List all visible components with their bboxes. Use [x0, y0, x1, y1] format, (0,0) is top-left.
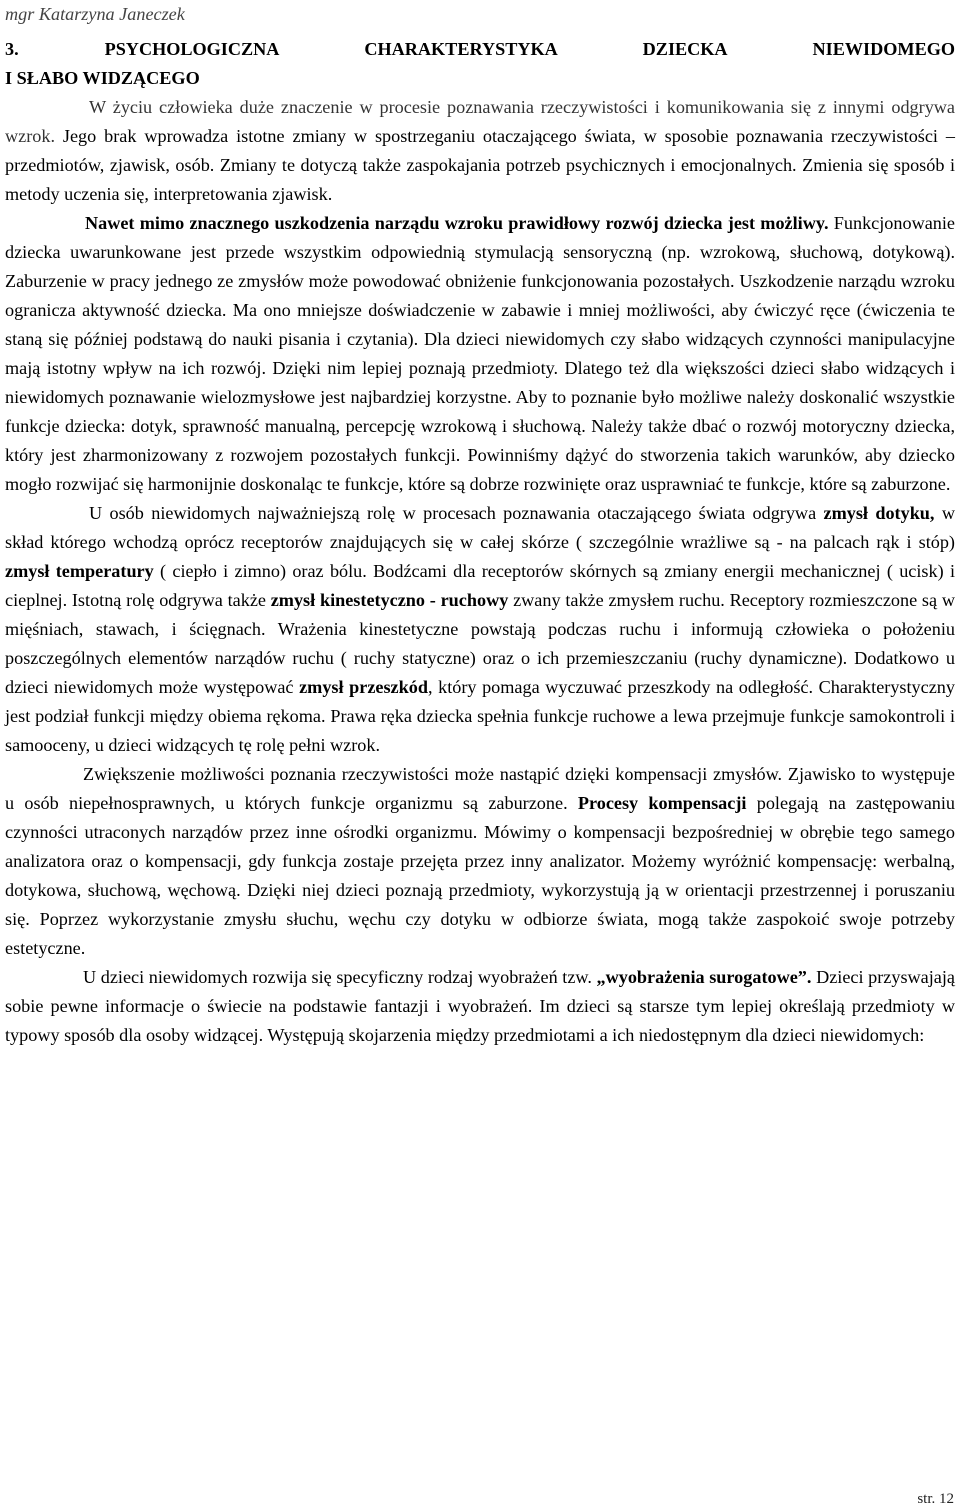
paragraph-intro-sentence-1: W życiu człowieka duże znaczenie w procesie poznawania rzeczywistości i komunikowania się z innymi odgrywa wzrok. — [5, 97, 955, 146]
paragraph-intro — [5, 93, 955, 209]
paragraph-compensation — [5, 760, 955, 963]
development-text: Funkcjonowanie dziecka uwarunkowane jest przede wszystkim odpowiednią stymulacją sensoryczną (np. wzrokową, słuchową, dotykową). Zaburzenie w pracy jednego ze zmysłów może powodować obniżenie funkcjonowania pozostałych. Uszkodzenie narządu wzroku ogranicza aktywność dziecka. Ma ono mniejsze doświadczenie w zabawie i mniej możliwości, aby ćwiczyć ręce (ćwiczenia te staną się później podstawą do nauki pisania i czytania). Dla dzieci niewidomych czy słabo widzących czynności manipulacyjne mają istotny wpływ na ich rozwój. Dzięki nim lepiej poznają przedmioty. Dlatego też dla większości dzieci słabo widzących i niewidomych poznawanie wielozmysłowe jest najbardziej korzystne. Aby to poznanie było możliwe należy doskonalić wszystkie funkcje dziecka: dotyk, sprawność manualną, percepcję wzrokową i słuchową. Należy także dbać o rozwój motoryczny dziecka, który jest zharmonizowany z rozwojem pozostałych funkcji. Powinniśmy dążyć do stworzenia takich warunków, aby dziecko mogło rozwijać się harmonijnie doskonaląc te funkcje, które są dobrze rozwinięte oraz usprawniać te funkcje, które są zaburzone. — [5, 213, 955, 494]
senses-text-1: U osób niewidomych najważniejszą rolę w procesach poznawania otaczającego świata odgrywa — [89, 503, 824, 523]
compensation-text-1: Zwiększenie możliwości poznania rzeczywistości może nastąpić dzięki kompensacji zmysłów. Zjawisko to występuje u osób niepełnosprawnych, u których funkcje organizmu są zaburzone. — [5, 764, 955, 813]
imagery-text-2: Dzieci przyswajają sobie pewne informacje o świecie na podstawie fantazji i wyobrażeń. Im dzieci są starsze tym lepiej określają przedmioty w typowy sposób dla osoby widzącej. Występują skojarzenia między przedmiotami a ich niedostępnym dla dzieci niewidomych: — [5, 967, 955, 1045]
section-heading-line-2: I SŁABO WIDZĄCEGO — [5, 68, 200, 88]
senses-text-4: zwany także zmysłem ruchu. Receptory rozmieszczone są w mięśniach, stawach, i ścięgnach. Wrażenia kinestetyczne powstają podczas ruchu i informują człowieka o położeniu poszczególnych elementów narządów ruchu ( ruchy statyczne) oraz o ich przemieszczaniu (ruchy dynamiczne). Dodatkowo u dzieci niewidomych może występować — [5, 590, 955, 697]
term-obstacles: zmysł przeszkód — [299, 677, 428, 697]
senses-text-2: w skład którego wchodzą oprócz receptorów znajdujących się w całej skórze ( szczególnie wrażliwe są - na palcach rąk i stóp) — [5, 503, 955, 552]
term-compensation: Procesy kompensacji — [577, 793, 747, 813]
term-kinesthetic: zmysł kinestetyczno - ruchowy — [270, 590, 509, 610]
author-name: mgr Katarzyna Janeczek — [5, 4, 185, 24]
term-surrogate-imagery: „wyobrażenia surogatowe”. — [596, 967, 812, 987]
development-thesis: Nawet mimo znacznego uszkodzenia narządu wzroku prawidłowy rozwój dziecka jest możliwy. — [85, 213, 829, 233]
imagery-text-1: U dzieci niewidomych rozwija się specyficzny rodzaj wyobrażeń tzw. — [83, 967, 597, 987]
page-number: str. 12 — [917, 1491, 954, 1507]
senses-text-3: ( ciepło i zimno) oraz bólu. Bodźcami dla receptorów skórnych są zmiany energii mechanicznej ( ucisk) i cieplnej. Istotną rolę odgrywa także — [5, 561, 956, 610]
section-heading-line-1: 3. PSYCHOLOGICZNA CHARAKTERYSTYKA DZIECKA NIEWIDOMEGO — [5, 39, 955, 59]
paragraph-senses — [5, 499, 955, 760]
paragraph-imagery — [5, 963, 955, 1050]
term-temperature: zmysł temperatury — [5, 561, 154, 581]
paragraph-development — [5, 209, 955, 499]
paragraph-intro-sentence-2: Jego brak wprowadza istotne zmiany w spostrzeganiu otaczającego świata, w sposobie poznawania rzeczywistości – przedmiotów, zjawisk, osób. Zmiany te dotyczą także zaspokajania potrzeb psychicznych i emocjonalnych. Zmienia się sposób i metody uczenia się, interpretowania zjawisk. — [5, 126, 955, 204]
term-touch: zmysł dotyku, — [823, 503, 935, 523]
senses-text-5: , który pomaga wyczuwać przeszkody na odległość. Charakterystyczny jest podział funkcji między obiema rękoma. Prawa ręka dziecka spełnia funkcje ruchowe a lewa przejmuje funkcje samokontroli i samooceny, u dzieci widzących tę rolę pełni wzrok. — [5, 677, 955, 755]
compensation-text-2: polegają na zastępowaniu czynności utraconych narządów przez inne ośrodki organizmu. Mówimy o kompensacji bezpośredniej w obrębie tego samego analizatora oraz o kompensacji, gdy funkcja zostaje przejęta przez inny analizator. Możemy wyróżnić kompensację: werbalną, dotykowa, słuchową, węchową. Dzięki niej dzieci poznają przedmioty, wykorzystują ją w orientacji przestrzennej i poruszaniu się. Poprzez wykorzystanie zmysłu słuchu, węchu czy dotyku w odbiorze świata, mogą także zaspokoić swoje potrzeby estetyczne. — [5, 793, 956, 958]
